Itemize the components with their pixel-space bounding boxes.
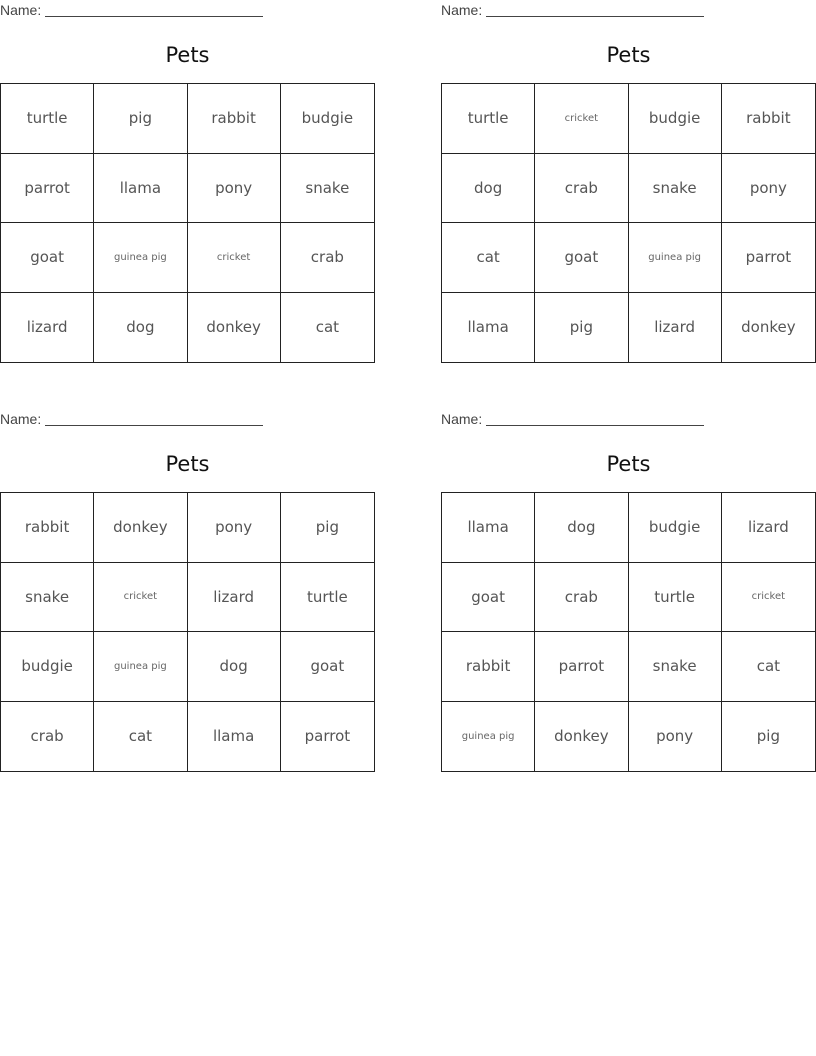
bingo-cell: cat	[722, 632, 815, 702]
bingo-cell: parrot	[1, 154, 94, 224]
bingo-cell: rabbit	[722, 84, 815, 154]
bingo-cell: lizard	[1, 293, 94, 363]
bingo-card	[441, 409, 816, 774]
bingo-cell: pig	[535, 293, 628, 363]
bingo-cell: llama	[442, 493, 535, 563]
bingo-cell: guinea pig	[442, 702, 535, 772]
bingo-cell: dog	[535, 493, 628, 563]
bingo-cell: pig	[281, 493, 374, 563]
name-blank-line	[486, 413, 704, 426]
bingo-cell: pony	[188, 493, 281, 563]
bingo-cell: cat	[315, 318, 340, 337]
bingo-cell: snake	[281, 154, 374, 224]
bingo-cell: turtle	[1, 84, 94, 154]
bingo-cell: snake	[1, 563, 94, 633]
bingo-card	[0, 409, 375, 774]
bingo-cell: llama	[188, 702, 281, 772]
card-title: Pets	[165, 43, 210, 67]
bingo-cell: crab	[535, 563, 628, 633]
bingo-cell: cricket	[722, 563, 815, 633]
bingo-grid	[0, 83, 375, 363]
bingo-cell: turtle	[442, 84, 535, 154]
name-label: Name:	[0, 411, 42, 427]
card-title: Pets	[165, 452, 210, 476]
bingo-cell: pig	[94, 84, 187, 154]
bingo-cell: donkey	[94, 493, 187, 563]
bingo-cell: llama	[94, 154, 187, 224]
bingo-cell: budgie	[629, 493, 722, 563]
bingo-cell: guinea pig	[94, 632, 187, 702]
bingo-grid	[441, 492, 816, 772]
card-title: Pets	[606, 43, 651, 67]
name-blank-line	[486, 4, 704, 17]
name-field	[0, 411, 263, 427]
name-label: Name:	[441, 2, 483, 18]
bingo-cell: donkey	[741, 318, 796, 337]
bingo-cell: snake	[629, 154, 722, 224]
bingo-cell: rabbit	[442, 632, 535, 702]
bingo-cell: pony	[629, 702, 722, 772]
bingo-cell: parrot	[304, 727, 351, 746]
bingo-cell: cat	[442, 223, 535, 293]
bingo-cell: cricket	[535, 84, 628, 154]
bingo-cell: parrot	[535, 632, 628, 702]
bingo-cell: cricket	[94, 563, 187, 633]
bingo-cell: lizard	[722, 493, 815, 563]
bingo-cell: donkey	[535, 702, 628, 772]
bingo-cell: parrot	[722, 223, 815, 293]
name-label: Name:	[441, 411, 483, 427]
bingo-cell: budgie	[1, 632, 94, 702]
bingo-cell: goat	[442, 563, 535, 633]
bingo-card	[0, 0, 375, 365]
bingo-cell: budgie	[281, 84, 374, 154]
bingo-cell: cat	[94, 702, 187, 772]
bingo-card	[441, 0, 816, 365]
bingo-cell: guinea pig	[629, 223, 722, 293]
name-field	[0, 2, 263, 18]
bingo-cell: llama	[442, 293, 535, 363]
name-field	[441, 2, 704, 18]
bingo-cell: donkey	[188, 293, 281, 363]
bingo-cell: turtle	[629, 563, 722, 633]
bingo-cell: dog	[188, 632, 281, 702]
bingo-cell: crab	[1, 702, 94, 772]
name-field	[441, 411, 704, 427]
card-title: Pets	[606, 452, 651, 476]
bingo-cell: crab	[535, 154, 628, 224]
bingo-grid	[441, 83, 816, 363]
bingo-cell: goat	[281, 632, 374, 702]
bingo-cell: pony	[188, 154, 281, 224]
bingo-cell: turtle	[281, 563, 374, 633]
bingo-cell: cricket	[188, 223, 281, 293]
name-blank-line	[45, 413, 263, 426]
bingo-cell: pony	[722, 154, 815, 224]
bingo-cell: lizard	[629, 293, 722, 363]
bingo-cell: pig	[756, 727, 780, 746]
bingo-cell: dog	[442, 154, 535, 224]
bingo-cell: guinea pig	[94, 223, 187, 293]
name-blank-line	[45, 4, 263, 17]
bingo-cell: crab	[281, 223, 374, 293]
bingo-cell: dog	[94, 293, 187, 363]
bingo-grid	[0, 492, 375, 772]
bingo-cell: lizard	[188, 563, 281, 633]
bingo-cell: rabbit	[1, 493, 94, 563]
bingo-cell: goat	[1, 223, 94, 293]
name-label: Name:	[0, 2, 42, 18]
bingo-cell: rabbit	[188, 84, 281, 154]
bingo-cell: snake	[629, 632, 722, 702]
bingo-cell: goat	[535, 223, 628, 293]
bingo-cell: budgie	[629, 84, 722, 154]
